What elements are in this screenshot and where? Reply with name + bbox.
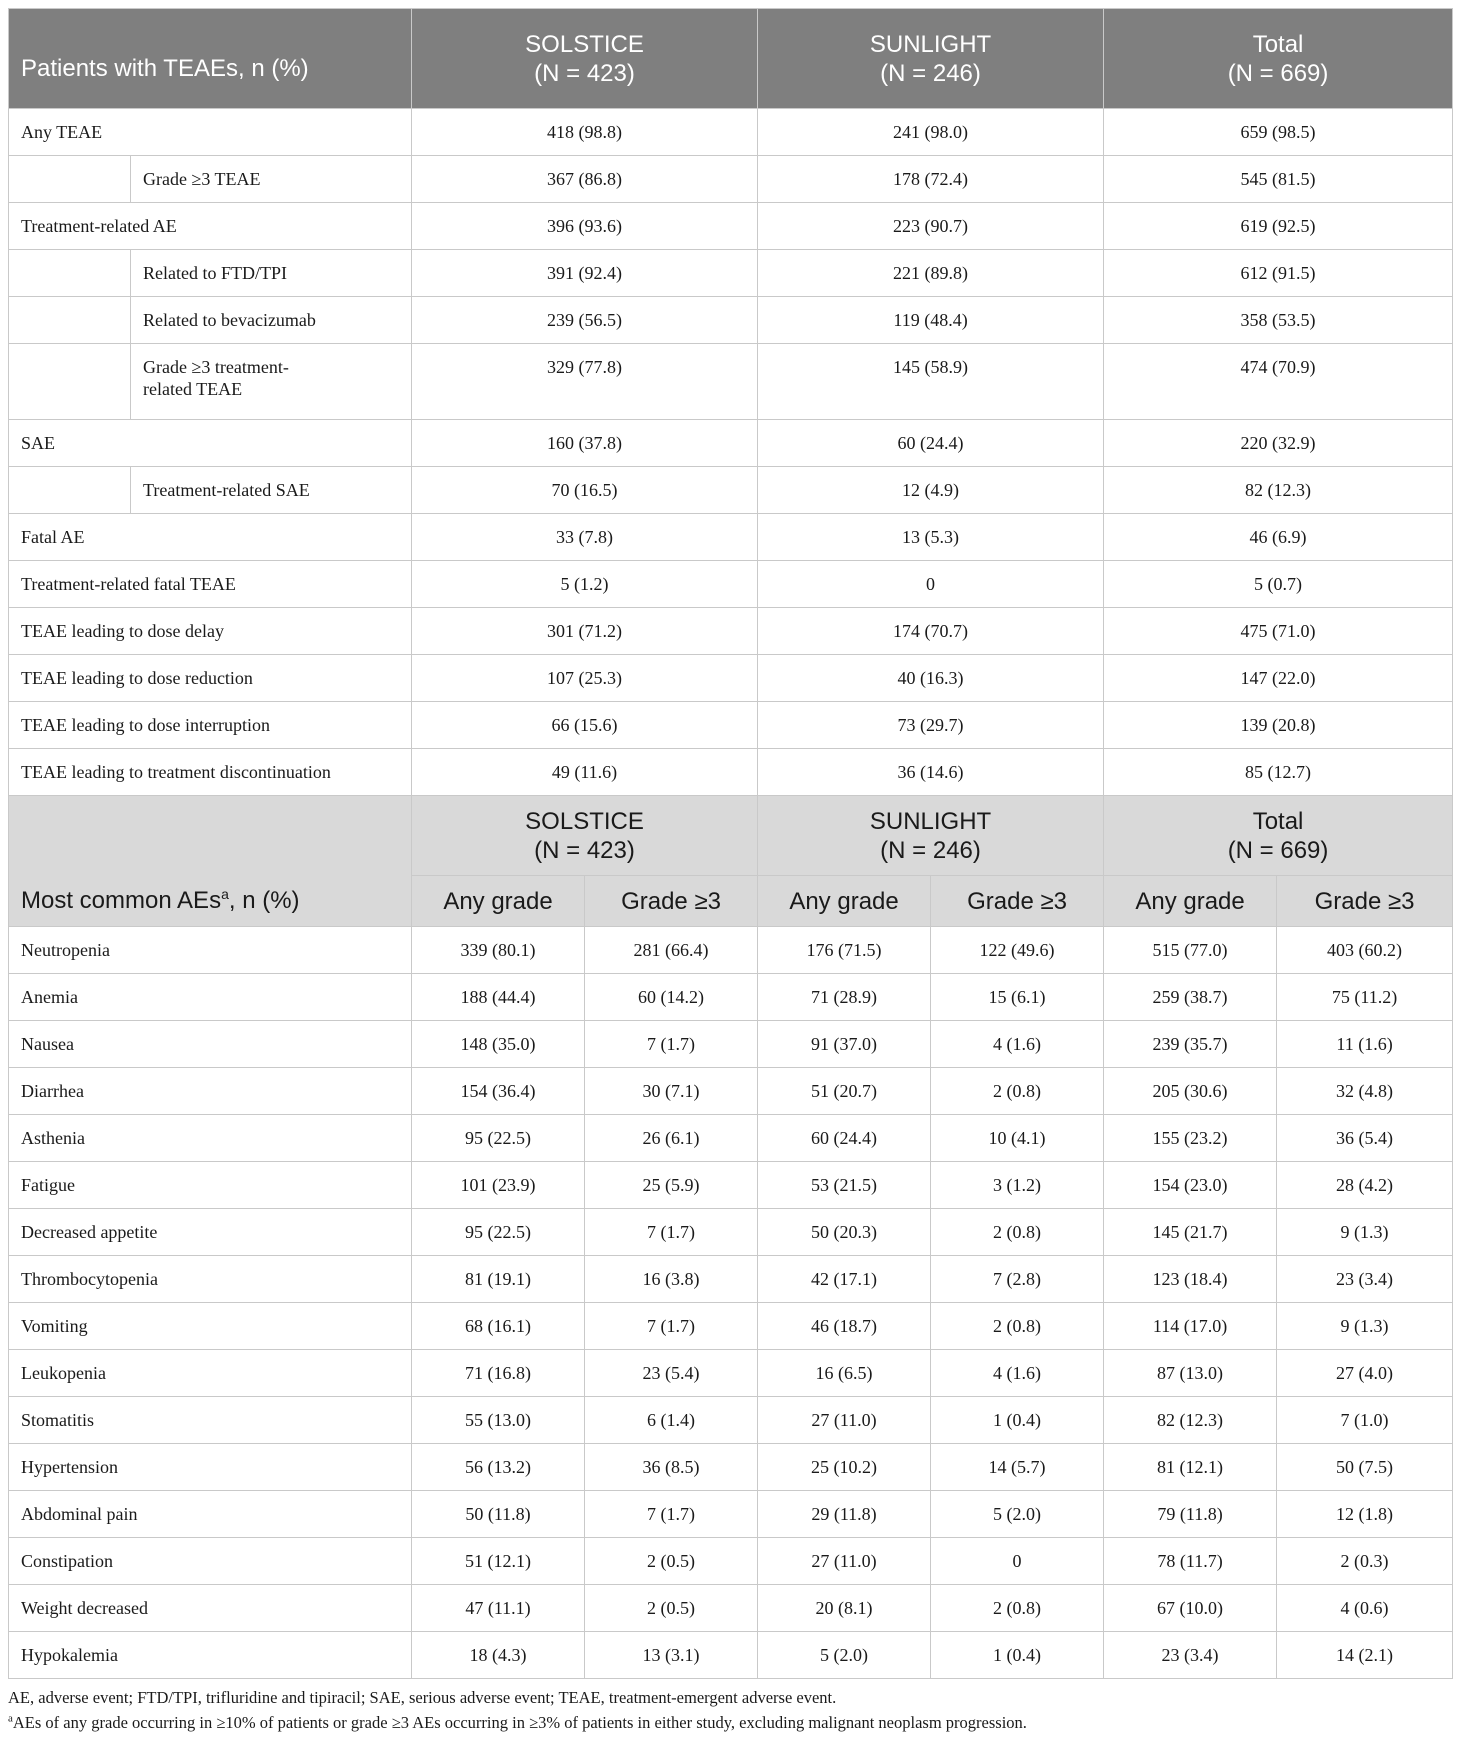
abbreviations-note: AE, adverse event; FTD/TPI, trifluridine and tipiracil; SAE, serious adverse event; TEAE, treatment-emergent adverse event. <box>8 1688 837 1707</box>
ae-header-section <box>9 796 1453 927</box>
sunlight-grade3-value: 2 (0.8) <box>931 1068 1104 1115</box>
total-any-grade-value: 205 (30.6) <box>1104 1068 1277 1115</box>
total-value: 474 (70.9) <box>1104 344 1453 420</box>
sunlight-grade3-value: 7 (2.8) <box>931 1256 1104 1303</box>
table-row <box>9 344 1453 420</box>
total-grade3-value: 28 (4.2) <box>1277 1162 1453 1209</box>
solstice-value: 418 (98.8) <box>412 109 758 156</box>
sunlight-any-grade-value: 42 (17.1) <box>758 1256 931 1303</box>
total-any-grade-value: 123 (18.4) <box>1104 1256 1277 1303</box>
sunlight-value: 0 <box>758 561 1104 608</box>
sunlight-grade3-value: 1 (0.4) <box>931 1632 1104 1679</box>
solstice-any-grade-value: 101 (23.9) <box>412 1162 585 1209</box>
summary-header-label: Patients with TEAEs, n (%) <box>9 9 412 109</box>
ae-header-row-2 <box>9 876 1453 927</box>
row-label: TEAE leading to dose delay <box>9 608 412 655</box>
row-label: Grade ≥3 treatment- related TEAE <box>131 344 412 420</box>
row-label: Related to bevacizumab <box>131 297 412 344</box>
solstice-value: 107 (25.3) <box>412 655 758 702</box>
table-row <box>9 1538 1453 1585</box>
total-value: 358 (53.5) <box>1104 297 1453 344</box>
total-header: Total (N = 669) <box>1104 9 1453 109</box>
solstice-any-grade-value: 154 (36.4) <box>412 1068 585 1115</box>
sunlight-any-grade-value: 91 (37.0) <box>758 1021 931 1068</box>
sunlight-grade3-value: 15 (6.1) <box>931 974 1104 1021</box>
sunlight-any-grade-header: Any grade <box>758 876 931 927</box>
row-label: Treatment-related SAE <box>131 467 412 514</box>
sunlight-any-grade-value: 46 (18.7) <box>758 1303 931 1350</box>
solstice-any-grade-value: 71 (16.8) <box>412 1350 585 1397</box>
total-value: 659 (98.5) <box>1104 109 1453 156</box>
sunlight-any-grade-value: 29 (11.8) <box>758 1491 931 1538</box>
total-value: 220 (32.9) <box>1104 420 1453 467</box>
table-row <box>9 1021 1453 1068</box>
table-row <box>9 467 1453 514</box>
sunlight-value: 178 (72.4) <box>758 156 1104 203</box>
solstice-value: 66 (15.6) <box>412 702 758 749</box>
table-row <box>9 156 1453 203</box>
solstice-value: 160 (37.8) <box>412 420 758 467</box>
sunlight-grade3-value: 122 (49.6) <box>931 927 1104 974</box>
row-label: Grade ≥3 TEAE <box>131 156 412 203</box>
document <box>8 8 1452 1735</box>
ae-label: Leukopenia <box>9 1350 412 1397</box>
table-row <box>9 1444 1453 1491</box>
total-grade3-value: 11 (1.6) <box>1277 1021 1453 1068</box>
solstice-any-grade-value: 68 (16.1) <box>412 1303 585 1350</box>
solstice-value: 391 (92.4) <box>412 250 758 297</box>
solstice-grade3-value: 30 (7.1) <box>585 1068 758 1115</box>
row-label: Any TEAE <box>9 109 412 156</box>
sunlight-grade3-value: 2 (0.8) <box>931 1209 1104 1256</box>
ae-section <box>9 927 1453 1679</box>
solstice-grade3-value: 6 (1.4) <box>585 1397 758 1444</box>
total-any-grade-header: Any grade <box>1104 876 1277 927</box>
total-value: 612 (91.5) <box>1104 250 1453 297</box>
solstice-grade3-value: 26 (6.1) <box>585 1115 758 1162</box>
table-row <box>9 1303 1453 1350</box>
total-grade3-value: 75 (11.2) <box>1277 974 1453 1021</box>
solstice-value: 70 (16.5) <box>412 467 758 514</box>
total-any-grade-value: 82 (12.3) <box>1104 1397 1277 1444</box>
solstice-any-grade-header: Any grade <box>412 876 585 927</box>
total-grade3-value: 32 (4.8) <box>1277 1068 1453 1115</box>
solstice-grade3-header: Grade ≥3 <box>585 876 758 927</box>
solstice-any-grade-value: 55 (13.0) <box>412 1397 585 1444</box>
table-row <box>9 109 1453 156</box>
ae-label: Weight decreased <box>9 1585 412 1632</box>
solstice-grade3-value: 2 (0.5) <box>585 1538 758 1585</box>
table-row <box>9 974 1453 1021</box>
solstice-grade3-value: 16 (3.8) <box>585 1256 758 1303</box>
sunlight-value: 12 (4.9) <box>758 467 1104 514</box>
table-row <box>9 250 1453 297</box>
solstice-value: 329 (77.8) <box>412 344 758 420</box>
indent-cell <box>9 297 131 344</box>
sunlight-any-grade-value: 27 (11.0) <box>758 1397 931 1444</box>
sunlight-any-grade-value: 50 (20.3) <box>758 1209 931 1256</box>
ae-sunlight-header: SUNLIGHT (N = 246) <box>758 796 1104 876</box>
total-any-grade-value: 87 (13.0) <box>1104 1350 1277 1397</box>
total-grade3-value: 14 (2.1) <box>1277 1632 1453 1679</box>
sunlight-grade3-value: 1 (0.4) <box>931 1397 1104 1444</box>
solstice-header: SOLSTICE (N = 423) <box>412 9 758 109</box>
sunlight-any-grade-value: 176 (71.5) <box>758 927 931 974</box>
ae-solstice-header: SOLSTICE (N = 423) <box>412 796 758 876</box>
solstice-any-grade-value: 339 (80.1) <box>412 927 585 974</box>
sunlight-any-grade-value: 5 (2.0) <box>758 1632 931 1679</box>
solstice-any-grade-value: 188 (44.4) <box>412 974 585 1021</box>
solstice-any-grade-value: 47 (11.1) <box>412 1585 585 1632</box>
row-label: TEAE leading to dose interruption <box>9 702 412 749</box>
total-any-grade-value: 114 (17.0) <box>1104 1303 1277 1350</box>
solstice-value: 367 (86.8) <box>412 156 758 203</box>
total-any-grade-value: 259 (38.7) <box>1104 974 1277 1021</box>
ae-header-label: Most common AEs$^a$, n (%) <box>9 876 412 927</box>
total-grade3-value: 9 (1.3) <box>1277 1209 1453 1256</box>
total-value: 85 (12.7) <box>1104 749 1453 796</box>
teae-table <box>8 8 1453 1679</box>
footnotes <box>8 1685 1452 1735</box>
table-row <box>9 1491 1453 1538</box>
ae-header-row-1 <box>9 796 1453 876</box>
total-value: 619 (92.5) <box>1104 203 1453 250</box>
ae-label: Hypertension <box>9 1444 412 1491</box>
solstice-any-grade-value: 50 (11.8) <box>412 1491 585 1538</box>
ae-label: Nausea <box>9 1021 412 1068</box>
ae-label: Anemia <box>9 974 412 1021</box>
table-row <box>9 561 1453 608</box>
total-value: 82 (12.3) <box>1104 467 1453 514</box>
solstice-grade3-value: 7 (1.7) <box>585 1303 758 1350</box>
ae-label: Vomiting <box>9 1303 412 1350</box>
total-grade3-value: 50 (7.5) <box>1277 1444 1453 1491</box>
solstice-any-grade-value: 51 (12.1) <box>412 1538 585 1585</box>
summary-section <box>9 9 1453 796</box>
total-any-grade-value: 81 (12.1) <box>1104 1444 1277 1491</box>
table-row <box>9 1068 1453 1115</box>
sunlight-value: 221 (89.8) <box>758 250 1104 297</box>
ae-header-blank <box>9 796 412 876</box>
sunlight-value: 73 (29.7) <box>758 702 1104 749</box>
solstice-any-grade-value: 81 (19.1) <box>412 1256 585 1303</box>
table-row <box>9 1256 1453 1303</box>
table-row <box>9 1397 1453 1444</box>
sunlight-any-grade-value: 20 (8.1) <box>758 1585 931 1632</box>
sunlight-any-grade-value: 71 (28.9) <box>758 974 931 1021</box>
indent-cell <box>9 156 131 203</box>
ae-label: Diarrhea <box>9 1068 412 1115</box>
solstice-any-grade-value: 148 (35.0) <box>412 1021 585 1068</box>
indent-cell <box>9 467 131 514</box>
sunlight-value: 36 (14.6) <box>758 749 1104 796</box>
total-grade3-value: 23 (3.4) <box>1277 1256 1453 1303</box>
solstice-value: 396 (93.6) <box>412 203 758 250</box>
ae-label: Abdominal pain <box>9 1491 412 1538</box>
total-value: 475 (71.0) <box>1104 608 1453 655</box>
sunlight-any-grade-value: 27 (11.0) <box>758 1538 931 1585</box>
solstice-value: 49 (11.6) <box>412 749 758 796</box>
table-row <box>9 1115 1453 1162</box>
sunlight-grade3-value: 4 (1.6) <box>931 1021 1104 1068</box>
solstice-grade3-value: 7 (1.7) <box>585 1491 758 1538</box>
total-any-grade-value: 515 (77.0) <box>1104 927 1277 974</box>
solstice-value: 33 (7.8) <box>412 514 758 561</box>
ae-total-header: Total (N = 669) <box>1104 796 1453 876</box>
table-row <box>9 1209 1453 1256</box>
table-row <box>9 1162 1453 1209</box>
table-row <box>9 514 1453 561</box>
solstice-grade3-value: 60 (14.2) <box>585 974 758 1021</box>
sunlight-any-grade-value: 60 (24.4) <box>758 1115 931 1162</box>
row-label: TEAE leading to treatment discontinuation <box>9 749 412 796</box>
sunlight-value: 145 (58.9) <box>758 344 1104 420</box>
total-grade3-value: 7 (1.0) <box>1277 1397 1453 1444</box>
table-row <box>9 420 1453 467</box>
sunlight-any-grade-value: 53 (21.5) <box>758 1162 931 1209</box>
solstice-any-grade-value: 18 (4.3) <box>412 1632 585 1679</box>
sunlight-grade3-value: 10 (4.1) <box>931 1115 1104 1162</box>
solstice-any-grade-value: 95 (22.5) <box>412 1115 585 1162</box>
ae-label: Hypokalemia <box>9 1632 412 1679</box>
row-label: TEAE leading to dose reduction <box>9 655 412 702</box>
ae-label: Stomatitis <box>9 1397 412 1444</box>
row-label: Treatment-related AE <box>9 203 412 250</box>
sunlight-grade3-value: 3 (1.2) <box>931 1162 1104 1209</box>
table-row <box>9 1632 1453 1679</box>
solstice-grade3-value: 13 (3.1) <box>585 1632 758 1679</box>
ae-label: Asthenia <box>9 1115 412 1162</box>
solstice-grade3-value: 25 (5.9) <box>585 1162 758 1209</box>
table-row <box>9 203 1453 250</box>
row-label: Related to FTD/TPI <box>131 250 412 297</box>
sunlight-grade3-value: 14 (5.7) <box>931 1444 1104 1491</box>
total-grade3-value: 2 (0.3) <box>1277 1538 1453 1585</box>
indent-cell <box>9 344 131 420</box>
sunlight-value: 174 (70.7) <box>758 608 1104 655</box>
table-row <box>9 702 1453 749</box>
sunlight-any-grade-value: 16 (6.5) <box>758 1350 931 1397</box>
total-value: 139 (20.8) <box>1104 702 1453 749</box>
total-value: 147 (22.0) <box>1104 655 1453 702</box>
total-any-grade-value: 154 (23.0) <box>1104 1162 1277 1209</box>
row-label: SAE <box>9 420 412 467</box>
table-row <box>9 655 1453 702</box>
table-row <box>9 1350 1453 1397</box>
row-label: Fatal AE <box>9 514 412 561</box>
solstice-value: 5 (1.2) <box>412 561 758 608</box>
indent-cell <box>9 250 131 297</box>
total-grade3-value: 4 (0.6) <box>1277 1585 1453 1632</box>
sunlight-grade3-value: 2 (0.8) <box>931 1303 1104 1350</box>
solstice-value: 239 (56.5) <box>412 297 758 344</box>
sunlight-value: 60 (24.4) <box>758 420 1104 467</box>
total-grade3-value: 36 (5.4) <box>1277 1115 1453 1162</box>
total-any-grade-value: 239 (35.7) <box>1104 1021 1277 1068</box>
table-row <box>9 749 1453 796</box>
total-grade3-header: Grade ≥3 <box>1277 876 1453 927</box>
solstice-value: 301 (71.2) <box>412 608 758 655</box>
sunlight-value: 223 (90.7) <box>758 203 1104 250</box>
total-any-grade-value: 145 (21.7) <box>1104 1209 1277 1256</box>
sunlight-grade3-value: 5 (2.0) <box>931 1491 1104 1538</box>
ae-label: Constipation <box>9 1538 412 1585</box>
table-row <box>9 1585 1453 1632</box>
total-grade3-value: 403 (60.2) <box>1277 927 1453 974</box>
sunlight-any-grade-value: 25 (10.2) <box>758 1444 931 1491</box>
table-row <box>9 297 1453 344</box>
ae-label: Fatigue <box>9 1162 412 1209</box>
solstice-any-grade-value: 95 (22.5) <box>412 1209 585 1256</box>
total-any-grade-value: 155 (23.2) <box>1104 1115 1277 1162</box>
sunlight-grade3-value: 0 <box>931 1538 1104 1585</box>
solstice-grade3-value: 2 (0.5) <box>585 1585 758 1632</box>
total-any-grade-value: 78 (11.7) <box>1104 1538 1277 1585</box>
ae-label: Decreased appetite <box>9 1209 412 1256</box>
table-row <box>9 608 1453 655</box>
summary-header-row <box>9 9 1453 109</box>
sunlight-header: SUNLIGHT (N = 246) <box>758 9 1104 109</box>
total-any-grade-value: 79 (11.8) <box>1104 1491 1277 1538</box>
criteria-note: $^a$AEs of any grade occurring in ≥10% of patients or grade ≥3 AEs occurring in ≥3% of patients in either study, excluding malignant neoplasm progression. <box>8 1712 1027 1732</box>
row-label: Treatment-related fatal TEAE <box>9 561 412 608</box>
sunlight-grade3-value: 2 (0.8) <box>931 1585 1104 1632</box>
ae-label: Neutropenia <box>9 927 412 974</box>
total-value: 5 (0.7) <box>1104 561 1453 608</box>
solstice-grade3-value: 23 (5.4) <box>585 1350 758 1397</box>
sunlight-value: 13 (5.3) <box>758 514 1104 561</box>
total-grade3-value: 9 (1.3) <box>1277 1303 1453 1350</box>
total-any-grade-value: 23 (3.4) <box>1104 1632 1277 1679</box>
sunlight-value: 119 (48.4) <box>758 297 1104 344</box>
table-row <box>9 927 1453 974</box>
total-grade3-value: 12 (1.8) <box>1277 1491 1453 1538</box>
solstice-grade3-value: 7 (1.7) <box>585 1021 758 1068</box>
solstice-grade3-value: 36 (8.5) <box>585 1444 758 1491</box>
total-any-grade-value: 67 (10.0) <box>1104 1585 1277 1632</box>
sunlight-grade3-header: Grade ≥3 <box>931 876 1104 927</box>
total-value: 545 (81.5) <box>1104 156 1453 203</box>
solstice-grade3-value: 7 (1.7) <box>585 1209 758 1256</box>
ae-label: Thrombocytopenia <box>9 1256 412 1303</box>
sunlight-grade3-value: 4 (1.6) <box>931 1350 1104 1397</box>
solstice-grade3-value: 281 (66.4) <box>585 927 758 974</box>
total-grade3-value: 27 (4.0) <box>1277 1350 1453 1397</box>
sunlight-value: 40 (16.3) <box>758 655 1104 702</box>
solstice-any-grade-value: 56 (13.2) <box>412 1444 585 1491</box>
total-value: 46 (6.9) <box>1104 514 1453 561</box>
sunlight-value: 241 (98.0) <box>758 109 1104 156</box>
sunlight-any-grade-value: 51 (20.7) <box>758 1068 931 1115</box>
